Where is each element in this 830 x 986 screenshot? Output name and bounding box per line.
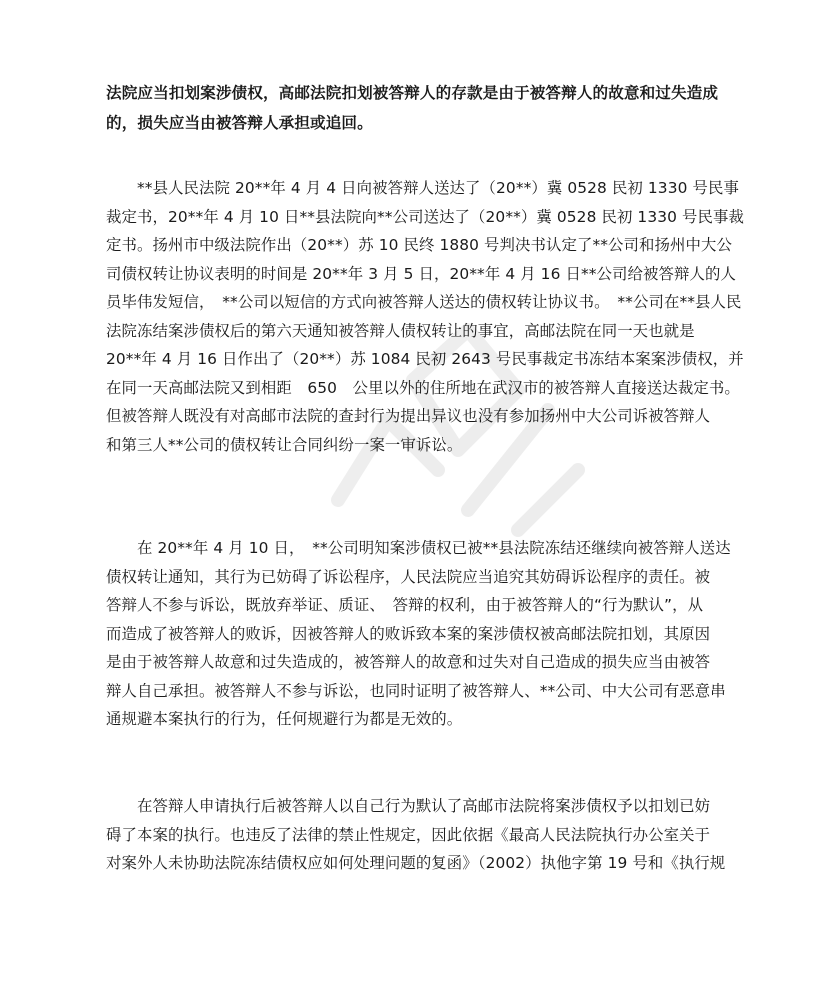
text-line: 法院冻结案涉债权后的第六天通知被答辩人债权转让的事宜，高邮法院在同一天也就是	[106, 321, 695, 340]
paragraph-4	[106, 792, 736, 878]
paragraph-1	[106, 78, 736, 138]
text-line: 的，损失应当由被答辩人承担或追回。	[106, 114, 373, 132]
text-line: 而造成了被答辩人的败诉，因被答辩人的败诉致本案的案涉债权被高邮法院扣划，其原因	[106, 624, 711, 643]
text-line: **县人民法院 20**年 4 月 4 日向被答辩人送达了（20**）冀 0528 民初 1330 号民事	[106, 179, 739, 197]
text-line: 20**年 4 月 16 日作出了（20**）苏 1084 民初 2643 号民事裁定书冻结本案案涉债权，并	[106, 350, 744, 368]
paragraph-2	[106, 174, 744, 459]
text-line: 辩人自己承担。被答辩人不参与诉讼，也同时证明了被答辩人、**公司、中大公司有恶意串	[106, 681, 726, 700]
text-line: 碍了本案的执行。也违反了法律的禁止性规定，因此依据《最高人民法院执行办公室关于	[106, 825, 711, 844]
text-line: 法院应当扣划案涉债权，高邮法院扣划被答辩人的存款是由于被答辩人的故意和过失造成	[106, 84, 719, 102]
text-line: 定书。扬州市中级法院作出（20**）苏 10 民终 1880 号判决书认定了**公司和扬州中大公	[106, 236, 732, 254]
text-line: 和第三人**公司的债权转让合同纠纷一案一审诉讼。	[106, 435, 463, 454]
text-line: 通规避本案执行的行为，任何规避行为都是无效的。	[106, 710, 463, 728]
text-line: 但被答辩人既没有对高邮市法院的查封行为提出异议也没有参加扬州中大公司诉被答辩人	[106, 407, 711, 425]
text-line: 在 20**年 4 月 10 日， **公司明知案涉债权已被**县法院冻结还继续向被答辩人送达	[106, 539, 731, 557]
text-line: 对案外人未协助法院冻结债权应如何处理问题的复函》（2002）执他字第 19 号和《执行规	[106, 854, 726, 872]
text-line: 答辩人不参与诉讼，既放弃举证、质证、 答辩的权利，由于被答辩人的“行为默认”，从	[106, 596, 704, 614]
paragraph-3	[106, 534, 736, 734]
text-line: 裁定书，20**年 4 月 10 日**县法院向**公司送达了（20**）冀 0528 民初 1330 号民事裁	[106, 207, 744, 226]
text-line: 司债权转让协议表明的时间是 20**年 3 月 5 日，20**年 4 月 16 日**公司给被答辩人的人	[106, 264, 736, 283]
text-line: 债权转让通知，其行为已妨碍了诉讼程序，人民法院应当追究其妨碍诉讼程序的责任。被	[106, 567, 711, 586]
text-line: 在同一天高邮法院又到相距 650 公里以外的住所地在武汉市的被答辩人直接送达裁定书。	[106, 378, 740, 397]
text-line: 在答辩人申请执行后被答辩人以自己行为默认了高邮市法院将案涉债权予以扣划已妨	[106, 797, 711, 815]
text-line: 是由于被答辩人故意和过失造成的，被答辩人的故意和过失对自己造成的损失应当由被答	[106, 653, 711, 671]
text-line: 员毕伟发短信， **公司以短信的方式向被答辩人送达的债权转让协议书。 **公司在**县人民	[106, 293, 742, 311]
